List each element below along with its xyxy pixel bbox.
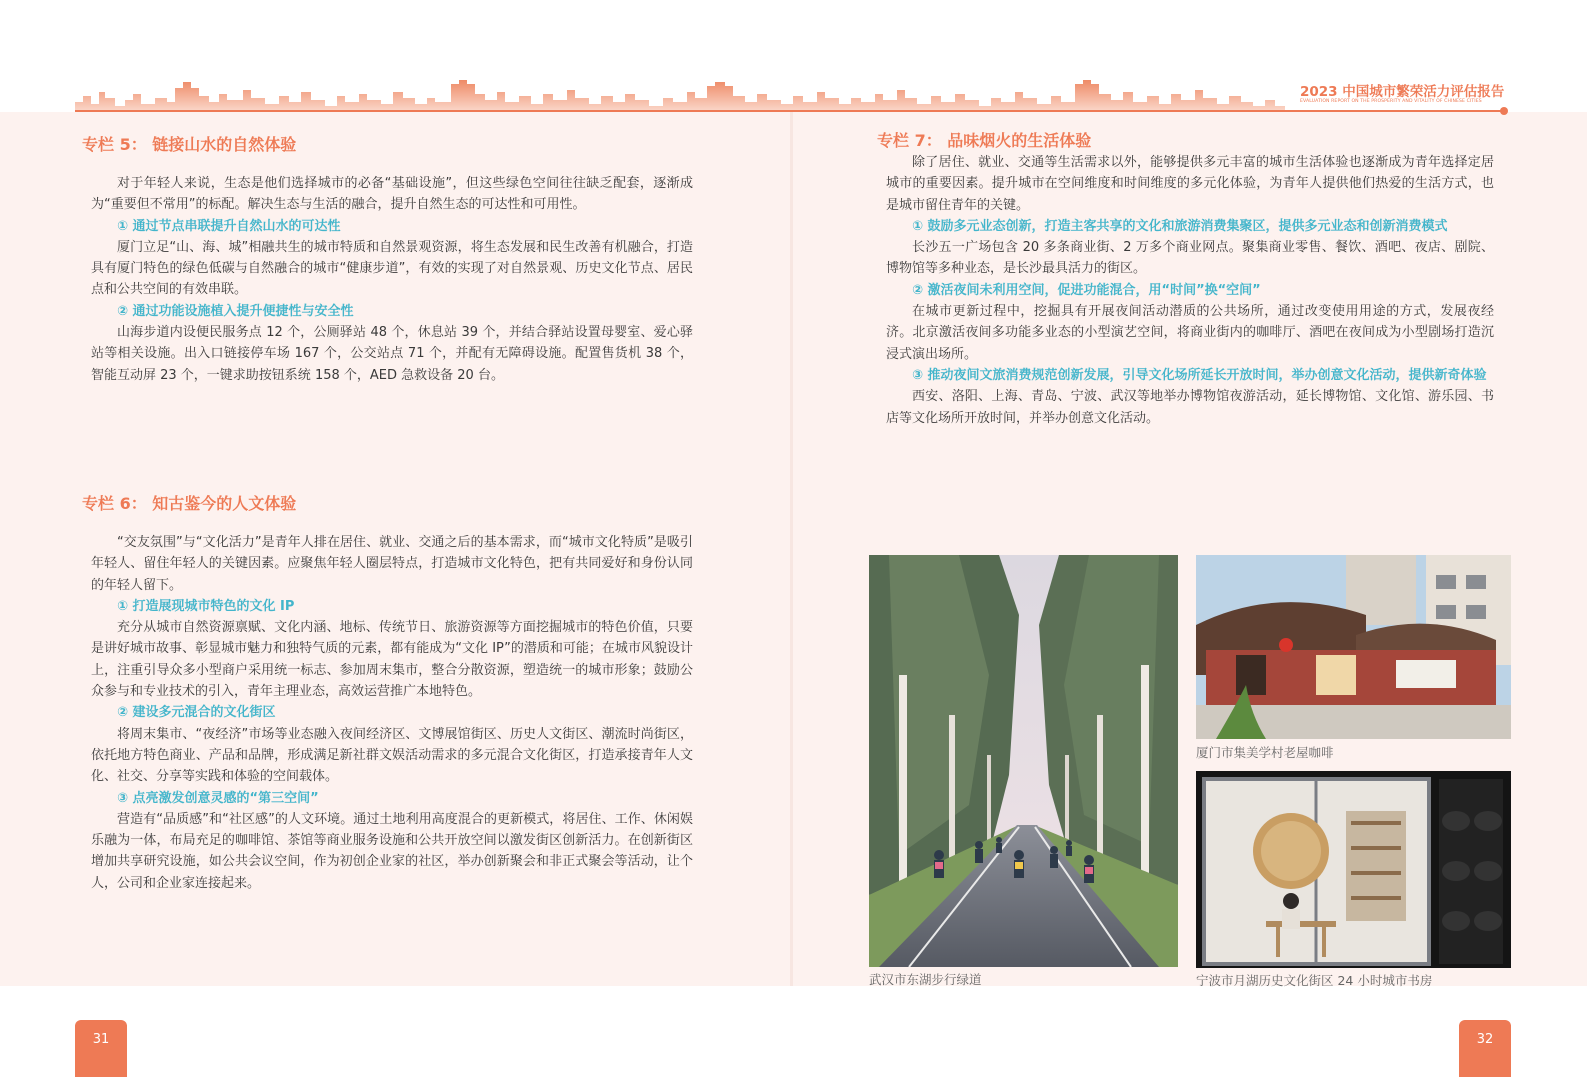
old-house-cafe-photo [1196, 555, 1511, 739]
column6-paragraph: 充分从城市自然资源禀赋、文化内涵、地标、传统节日、旅游资源等方面挖掘城市的特色价值，只要是讲好城市故事、彰显城市魅力和独特气质的元素，都有能成为“文化 IP”的潜质和可能；在城市风貌设计上，注重引导众多小型商户采用统一标志、参加周末集市，整合分散资源，塑造统一的城市形象；鼓励公众参与和专业技术的引入，青年主理业态，高效运营推广本地特色。 [91, 620, 693, 700]
column5-paragraph: 山海步道内设便民服务点 12 个，公厕驿站 48 个，休息站 39 个，并结合驿站设置母婴室、爱心驿站等相关设施。出入口链接停车场 167 个，公交站点 71 个，并配有无障碍设施。配置售货机 38 个，智能互动屏 23 个，一键求助按钮系统 158 个，AED 急救设备 20 台。 [91, 325, 693, 383]
column7-body [886, 152, 1494, 429]
column5-body [91, 173, 693, 386]
city-bookroom-photo [1196, 771, 1511, 968]
column6-body [91, 532, 693, 894]
greenway-caption: 武汉市东湖步行绿道 [869, 972, 982, 987]
page-number-left: 31 [75, 1020, 127, 1077]
book-spine [790, 112, 793, 986]
column6-subheading: ① 打造展现城市特色的文化 IP [117, 598, 295, 614]
report-title: 2023 中国城市繁荣活力评估报告 [1300, 84, 1505, 100]
cafe-caption: 厦门市集美学村老屋咖啡 [1196, 745, 1334, 760]
column5-paragraph: 厦门立足“山、海、城”相融共生的城市特质和自然景观资源，将生态发展和民生改善有机融合，打造具有厦门特色的绿色低碳与自然融合的城市“健康步道”，有效的实现了对自然景观、历史文化节点、居民点和公共空间的有效串联。 [91, 239, 693, 298]
city-bookroom-icon [1196, 771, 1511, 968]
column7-title: 专栏 7： 品味烟火的生活体验 [877, 131, 1092, 150]
column5-title: 专栏 5： 链接山水的自然体验 [82, 135, 297, 154]
column5-subheading: ① 通过节点串联提升自然山水的可达性 [117, 218, 341, 234]
column7-paragraph: 西安、洛阳、上海、青岛、宁波、武汉等地举办博物馆夜游活动，延长博物馆、文化馆、游乐园、书店等文化场所开放时间，并举办创意文化活动。 [886, 389, 1494, 426]
column5-subheading: ② 通过功能设施植入提升便捷性与安全性 [117, 303, 354, 319]
column7-subheading: ① 鼓励多元业态创新，打造主客共享的文化和旅游消费集聚区，提供多元业态和创新消费模式 [912, 218, 1448, 234]
header-rule [75, 110, 1505, 112]
column7-subheading: ③ 推动夜间文旅消费规范创新发展，引导文化场所延长开放时间，举办创意文化活动，提供新奇体验 [912, 367, 1487, 383]
old-house-cafe-icon [1196, 555, 1511, 739]
column6-paragraph: “交友氛围”与“文化活力”是青年人排在居住、就业、交通之后的基本需求，而“城市文化特质”是吸引年轻人、留住年轻人的关键因素。应聚焦年轻人圈层特点，打造城市文化特色，把有共同爱好和身份认同的年轻人留下。 [91, 535, 693, 593]
city-skyline-decoration [75, 78, 1285, 112]
column6-paragraph: 将周末集市、“夜经济”市场等业态融入夜间经济区、文博展馆街区、历史人文街区、潮流时尚街区，依托地方特色商业、产品和品牌，形成满足新社群文娱活动需求的多元混合文化街区，打造承接青年人文化、社交、分享等实践和体验的空间载体。 [91, 726, 693, 785]
column7-paragraph: 长沙五一广场包含 20 多条商业街、2 万多个商业网点。聚集商业零售、餐饮、酒吧、夜店、剧院、博物馆等多种业态，是长沙最具活力的街区。 [886, 240, 1494, 277]
column6-paragraph: 营造有“品质感”和“社区感”的人文环境。通过土地利用高度混合的更新模式，将居住、工作、休闲娱乐融为一体，布局充足的咖啡馆、茶馆等商业服务设施和公共开放空间以激发街区创新活力。在创新街区增加共享研究设施，如公共会议空间，作为初创企业家的社区，举办创新聚会和非正式聚会等活动，让个人，公司和企业家连接起来。 [91, 811, 693, 891]
column6-subheading: ③ 点亮激发创意灵感的“第三空间” [117, 790, 319, 806]
report-subtitle: EVALUATION REPORT ON THE PROSPERITY AND VITALITY OF CHINESE CITIES [1300, 99, 1482, 104]
greenway-photo [869, 555, 1178, 967]
column7-subheading: ② 激活夜间未利用空间，促进功能混合，用“时间”换“空间” [912, 282, 1261, 298]
header-rule-dot [1500, 107, 1508, 115]
column7-paragraph: 在城市更新过程中，挖掘具有开展夜间活动潜质的公共场所，通过改变使用用途的方式，发展夜经济。北京激活夜间多功能多业态的小型演艺空间，将商业街内的咖啡厅、酒吧在夜间成为小型剧场打造沉浸式演出场所。 [886, 304, 1494, 362]
tree-lined-greenway-icon [869, 555, 1178, 967]
page-number-right: 32 [1459, 1020, 1511, 1077]
column7-paragraph: 除了居住、就业、交通等生活需求以外，能够提供多元丰富的城市生活体验也逐渐成为青年选择定居城市的重要因素。提升城市在空间维度和时间维度的多元化体验，为青年人提供他们热爱的生活方式，也是城市留住青年的关键。 [886, 155, 1494, 213]
column5-paragraph: 对于年轻人来说，生态是他们选择城市的必备“基础设施”，但这些绿色空间往往缺乏配套，逐渐成为“重要但不常用”的标配。解决生态与生活的融合，提升自然生态的可达性和可用性。 [91, 176, 693, 213]
column6-title: 专栏 6： 知古鉴今的人文体验 [82, 494, 297, 513]
bookroom-caption: 宁波市月湖历史文化街区 24 小时城市书房 [1196, 973, 1433, 988]
column6-subheading: ② 建设多元混合的文化街区 [117, 705, 276, 721]
